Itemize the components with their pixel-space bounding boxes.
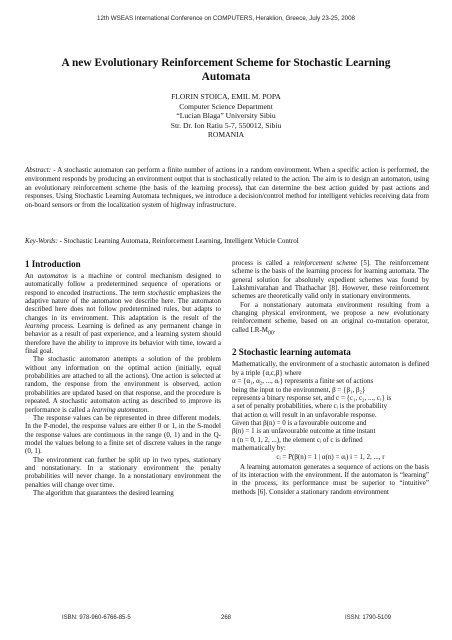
sla-line-6: that action αᵢ will result in an unfavorable response.	[232, 410, 377, 419]
intro-paragraph-6: process is called a reinforcement scheme [5]. The reinforcement scheme is the basis of the learning process for learning automata. The general solution for absolutely expedient schemes was found by Lakshmivarahan and Thathachar [8]. However, these reinforcement schemes are theoretically valid only in stationary environments.	[232, 259, 429, 301]
author-country: ROMANIA	[207, 130, 245, 140]
left-column	[25, 259, 221, 497]
sla-paragraph-last: A learning automaton generates a sequence of actions on the basis of its interaction with the environment. If the automaton is “learning” in the process, its performance must be superior to “intuitive” methods [6]. Consider a stationary random environment	[232, 462, 429, 496]
sla-line-2: α = {α₁, α₂, ..., αᵣ} represents a finite set of actions	[232, 377, 374, 386]
abstract-text: - A stochastic automaton can perform a finite number of actions in a random environment. When a specific action is performed, the environment responds by producing an environment output that is stochastically related to the action. The aim is to design an automaton, using an evolutionary reinforcement scheme (the basis of the learning process), that can determine the best action guided by past actions and responses. Using Stochastic Learning Automata techniques, we introduce a decision/control method for intelligent vehicles receiving data from on-board sensors or from the localization system of highway infrastructure.	[25, 166, 429, 210]
sla-line-7: Given that β(n) = 0 is a favourable outcome and	[232, 418, 367, 427]
author-names: FLORIN STOICA, EMIL M. POPA	[171, 92, 281, 101]
paper-title: A new Evolutionary Reinforcement Scheme for Stochastic Learning Automata	[61, 57, 391, 83]
abstract-label: Abstract:	[25, 166, 52, 174]
footer-isbn: ISBN: 978-960-6766-85-5	[62, 615, 131, 621]
keywords-text: - Stochastic Learning Automata, Reinforcement Learning, Intelligent Vehicle Control	[57, 237, 299, 245]
keywords-label: Key-Words:	[25, 237, 58, 245]
section-heading-introduction: 1 Introduction	[25, 259, 81, 269]
intro-paragraph-1: An automaton is a machine or control mechanism designed to automatically follow a predetermined sequence of operations or respond to encoded instructions. The term stochastic emphasizes the adaptive nature of the automaton we describe here. The automaton described here does not follow predetermined rules, but adapts to changes in its environment. This adaptation is the result of the learning process. Learning is defined as any permanent change in behavior as a result of past experience, and a learning system should therefore have the ability to improve its behavior with time, toward a final goal.	[25, 272, 221, 356]
author-address: Str. Dr. Ion Ratiu 5-7, 550012, Sibiu	[170, 120, 282, 130]
intro-paragraph-5: The algorithm that guarantees the desired learning	[33, 488, 174, 497]
sla-line-10: mathematically by:	[232, 443, 286, 452]
author-block	[0, 92, 452, 140]
section-heading-stochastic-learning-automata: 2 Stochastic learning automata	[232, 347, 351, 358]
intro-paragraph-3: The response values can be represented in three different models. In the P-model, the response values are either 0 or 1, in the S-model the response values are continuous in the range (0, 1) and in the Q-model the values belong to a finite set of discrete values in the range (0, 1).	[25, 413, 221, 456]
abstract	[25, 166, 429, 210]
intro-paragraph-2: The stochastic automaton attempts a solution of the problem without any information on the optimal action (initially, equal probabilities are attached to all the actions). One action is selected at random, the response from the environment is observed, action probabilities are updated based on that response, and the procedure is repeated. A stochastic automaton acting as described to improve its performance is called a learning automaton.	[25, 355, 221, 414]
sla-line-9: n (n = 0, 1, 2, ...), the element cᵢ of c is defined	[232, 435, 363, 444]
penalty-probability-formula: cᵢ = P(β(n) = 1 | α(n) = αᵢ) i = 1, 2, ..., r	[276, 453, 385, 462]
keywords	[25, 237, 429, 246]
intro-paragraph-4: The environment can further be split up in two types, stationary and nonstationary. In a stationary environment the penalty probabilities will never change. In a nonstationary environment the penalties will change over time.	[25, 455, 221, 489]
sla-line-1: Mathematically, the environment of a stochastic automaton is defined by a triple {α,c,β} where	[232, 360, 429, 377]
author-department: Computer Science Department	[179, 101, 273, 111]
author-university: “Lucian Blaga” University Sibiu	[176, 111, 276, 121]
intro-paragraph-7: For a nonstationary automata environment resulting from a changing physical environment, we propose a new evolutionary reinforcement scheme, based on an original co-mutation operator, called $LR-M_{00}$.	[232, 300, 429, 337]
footer-issn: ISSN: 1790-5109	[345, 615, 392, 621]
footer-page-number: 268	[220, 615, 231, 621]
right-column	[232, 259, 429, 496]
sla-line-3: being the input to the environment, β = {β₁, β₂}	[232, 385, 366, 394]
sla-line-8: β(n) = 1 is an unfavourable outcome at time instant	[232, 427, 376, 436]
running-header: 12th WSEAS International Conference on COMPUTERS, Heraklion, Greece, July 23-25, 2008	[97, 15, 355, 22]
sla-line-5: a set of penalty probabilities, where cᵢ is the probability	[232, 402, 388, 411]
sla-line-4: represents a binary response set, and c = {c₁, c₂, ..., cᵣ} is	[232, 393, 392, 402]
